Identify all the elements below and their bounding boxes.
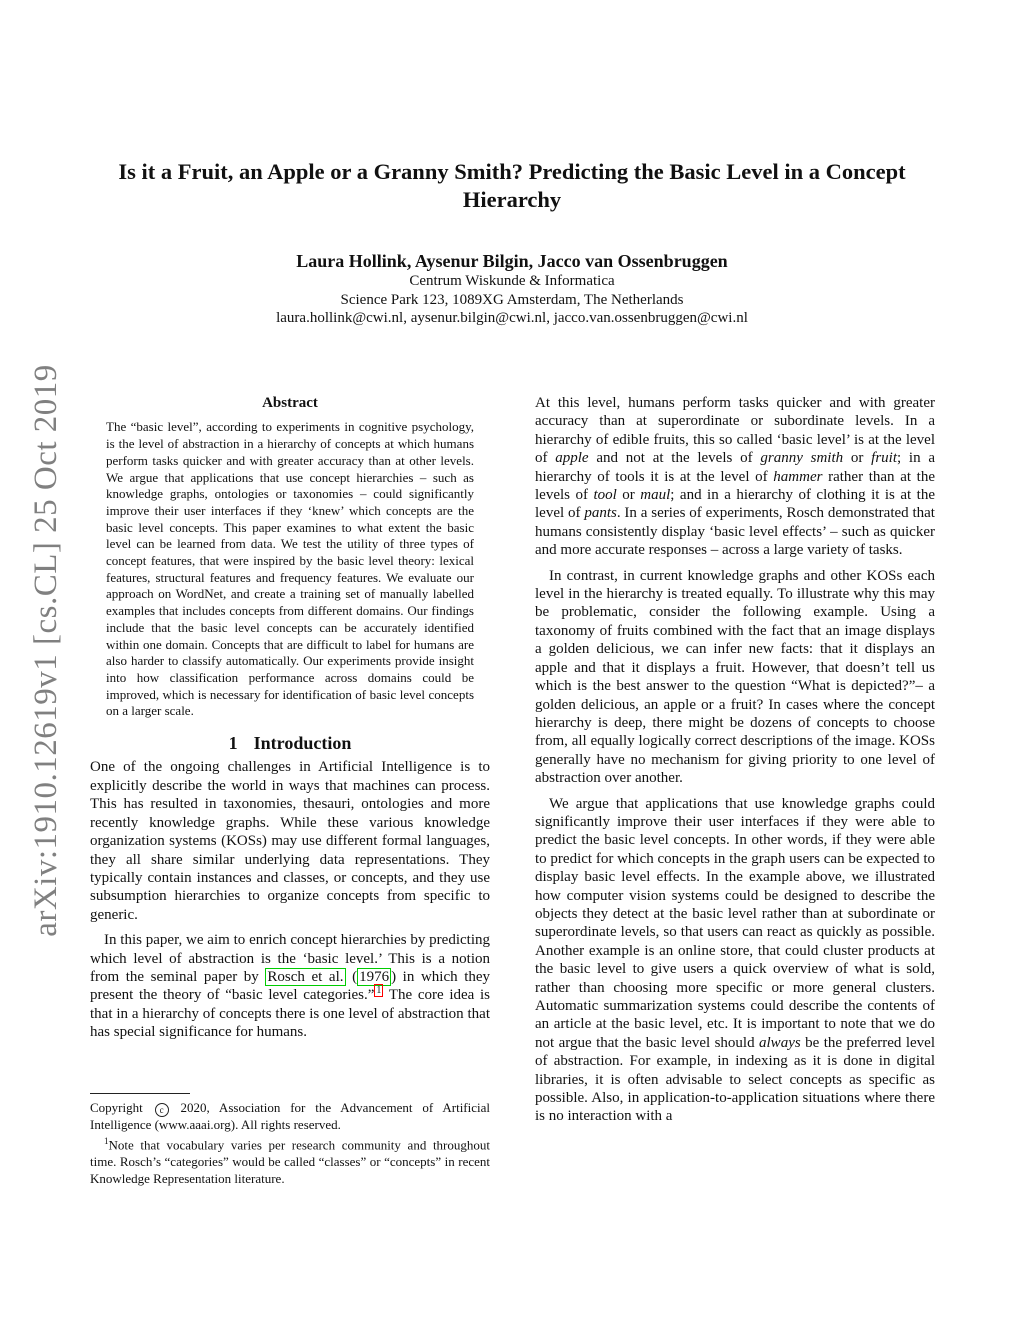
rp1-h: . In a series of experiments, Rosch demonstrated that humans consistently display ‘basic level effects’ – such as quicker and more accurate responses – across a large variety of tasks. [535,505,935,559]
term-tool: tool [593,487,617,504]
term-granny-smith: granny smith [760,450,844,467]
copyright-icon: c [155,1103,169,1117]
copyright-notice [90,1100,490,1133]
right-paragraph-2: In contrast, in current knowledge graphs and other KOSs each level in the hierarchy is treated equally. To illustrate why this may be problematic, consider the following example. Using a taxonomy of fruits combined with the fact that an image displays a golden delicious, we can infer new facts: that it displays an apple and that it displays a fruit. However, that doesn’t tell us which is the best answer to the question “What is depicted?”– a golden delicious, an apple or a fruit? In cases where the concept hierarchy is deep, there might be dozens of concepts to choose from, all equally logically correct descriptions of the image. KOSs generally have no mechanism for giving priority to one level of abstraction over another. [535,567,935,787]
right-paragraph-1 [535,394,935,560]
rp1-g: ; and in a hierarchy of clothing it is at the level of [535,487,936,522]
intro-p2-text-c: The core idea is that in a hierarchy of concepts there is one level of abstraction that has special significance for humans. [90,987,490,1041]
section-number: 1 [228,733,238,754]
footnote-mark: 1 [104,1136,109,1147]
intro-p2-text-a: In this paper, we aim to enrich concept hierarchies by predicting which level of abstraction is the ‘basic level.’ This is a notion from the seminal paper by [90,932,490,985]
arxiv-identifier-stamp [20,355,72,945]
intro-paragraph-2: In this paper, we aim to enrich concept hierarchies by predicting which level of abstraction is the ‘basic level.’ This is a notion from the seminal paper by Rosch et al. ( 1976 ) in which they present the theory of “basic level categories.” $^1$ The core idea is that in a hierarchy of concepts there is one level of abstraction that has special significance for humans. [90,932,491,1041]
term-apple: apple [555,450,589,467]
rp3-b: be the preferred level of abstraction. For example, in indexing as it is done in digital libraries, it is often advisable to select concepts as specific as possible. Also, in application-to-application situations where there is no interaction with a [535,1034,935,1125]
author-names: Laura Hollink, Aysenur Bilgin, Jacco van Ossenbruggen [296,251,728,271]
term-fruit: fruit [871,450,897,467]
intro-p2-text-b: in which they present the theory of “basic level categories.” [90,968,491,1004]
footnote-1-text: Note that vocabulary varies per research community and throughout time. Rosch’s “categories” would be called “classes” or “concepts” in recent Knowledge Representation literature. [90,1137,490,1186]
affiliation: Centrum Wiskunde & Informatica [409,273,615,289]
rp1-e: rather than at the levels of [535,468,935,504]
term-pants: pants [584,505,617,522]
right-paragraph-3 [535,795,935,1126]
copyright-prefix: Copyright [90,1100,143,1115]
footnote-divider [90,1093,190,1094]
footnote-link-1[interactable]: 1 [376,985,382,997]
intro-paragraph-1: One of the ongoing challenges in Artificial Intelligence is to explicitly describe the world in ways that machines can process. This has resulted in taxonomies, thesauri, ontologies and more recently knowledge graphs. While these various knowledge organization systems (KOSs) may use different formal languages, they all share similar underlying data representations. They typically contain instances and classes, or concepts, and they use subsumption hierarchies to organize concepts from specific to generic. [90,759,490,923]
citation-link-author[interactable]: Rosch et al. [267,968,344,985]
author-emails: laura.hollink@cwi.nl, aysenur.bilgin@cwi.nl, jacco.van.ossenbruggen@cwi.nl [276,310,748,326]
rp1-d: ; in a hierarchy of tools it is at the level of [535,450,936,485]
section-title: Introduction [253,733,352,754]
term-maul: maul [640,487,671,504]
rp1-b: and not at the levels of [588,450,761,467]
citation-link-year[interactable]: 1976 [359,968,390,985]
right-column [535,394,935,1126]
footnote-1 [90,1133,490,1187]
term-hammer: hammer [773,468,823,485]
copyright-text: 2020, Association for the Advancement of Artificial Intelligence (www.aaai.org). All rights reserved. [90,1100,491,1132]
left-column [90,394,490,1042]
abstract-text: The “basic level”, according to experiments in cognitive psychology, is the level of abstraction in a hierarchy of concepts at which humans perform tasks quicker and with greater accuracy than at other levels. We argue that applications that use concept hierarchies – such as knowledge graphs, ontologies or taxonomies – could significantly improve their user interfaces if they ‘knew’ which concepts are the basic level concepts. This paper examines to what extent the basic level can be learned from data. We test the utility of three types of concept features, that were inspired by the basic level theory: lexical features, structural features and frequency features. We evaluate our approach on WordNet, and create a training set of manually labelled examples that includes concepts from different domains. Our findings include that the basic level concepts can be accurately identified within one domain. Concepts that are difficult to label for humans are also harder to classify automatically. Our experiments provide insight into how classification performance across domains could be improved, which is necessary for identification of basic level concepts on a larger scale. [106,419,474,719]
paper-title: Is it a Fruit, an Apple or a Granny Smith? Predicting the Basic Level in a Concept Hierarchy [118,159,906,212]
author-block [80,250,944,328]
abstract-heading: Abstract [262,395,318,411]
rp3-a: We argue that applications that use knowledge graphs could significantly improve their user interfaces if they were able to predict the basic level concepts. In other words, if they were able to predict for which concepts in the graph users can be expected to display basic level effects. In the example above, we illustrated how computer vision systems could be designed to describe the objects they detect at the basic level rather than at subordinate or superordinate levels, so that users can react as quickly as possible. Another example is an online store, that could cluster products at the basic level to give users a quick overview of what is sold, rather than choosing more specific or more general clusters. Automatic summarization systems could describe the contents of an article at the basic level, etc. It is important to note that we do not argue that the basic level should [535,795,935,1051]
rp1-a: At this level, humans perform tasks quicker and with greater accuracy than at superordinate or subordinate levels. In a hierarchy of edible fruits, this so called ‘basic level’ is at the level of [535,395,935,467]
rp1-f: or [616,487,641,504]
term-always: always [759,1034,801,1051]
rp1-c: or [843,450,872,467]
arxiv-identifier: arXiv:1910.12619v1 [cs.CL] 25 Oct 2019 [27,363,64,937]
section-heading-introduction [90,734,490,752]
footnotes [90,1093,490,1187]
abstract-body [90,419,490,720]
address: Science Park 123, 1089XG Amsterdam, The Netherlands [340,291,684,308]
